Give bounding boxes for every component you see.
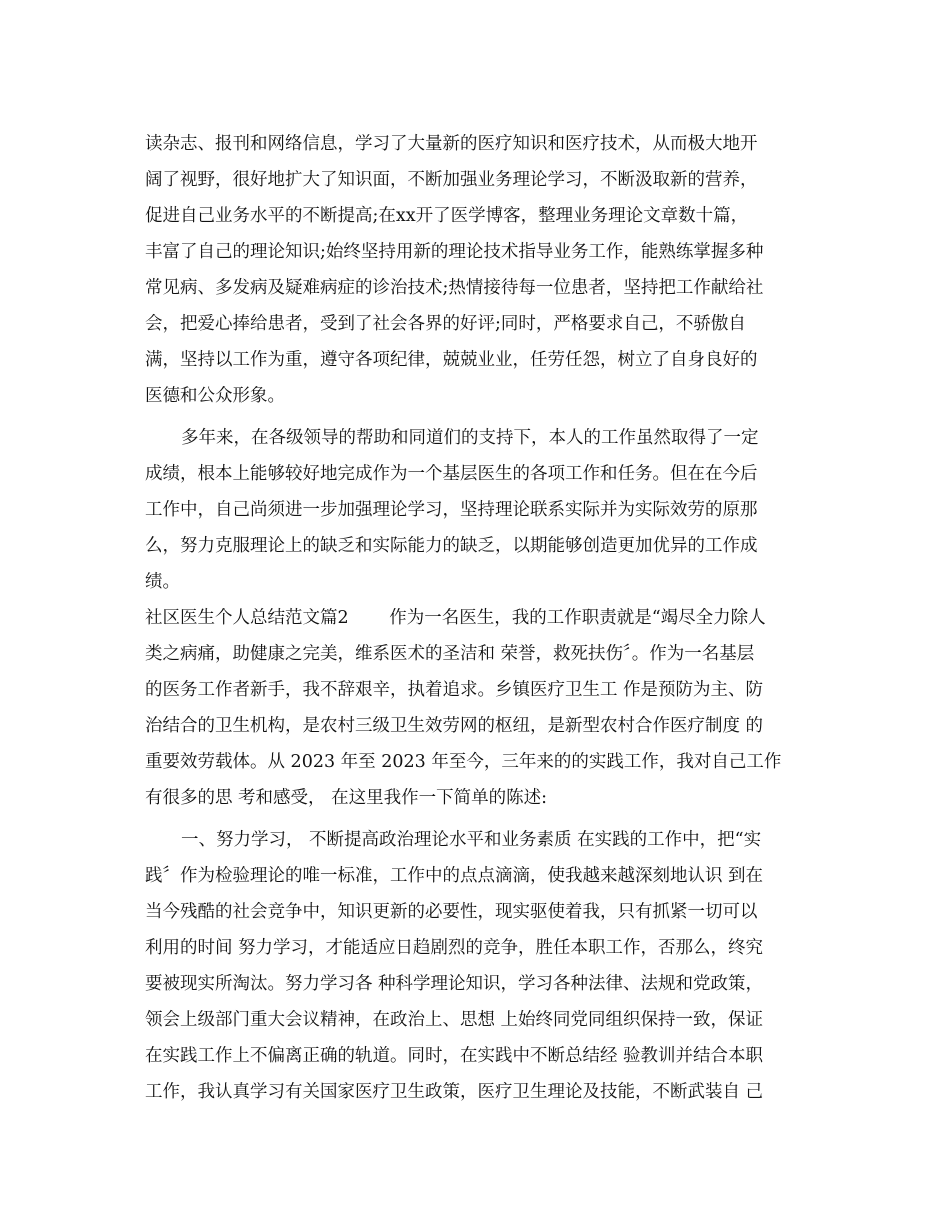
text-line: 常见病、多发病及疑难病症的诊治技术;热情接待每一位患者，坚持把工作献给社 xyxy=(145,278,764,298)
text-line: 成绩，根本上能够较好地完成作为一个基层医生的各项工作和任务。但在在今后 xyxy=(145,464,758,484)
text-line: 满，坚持以工作为重，遵守各项纪律，兢兢业业，任劳任怨，树立了自身良好的 xyxy=(145,350,758,370)
text-line: 工作中，自己尚须进一步加强理论学习，坚持理论联系实际并为实际效劳的原那 xyxy=(145,500,758,520)
text-line: 治结合的卫生机构，是农村三级卫生效劳网的枢纽，是新型农村合作医疗制度 的 xyxy=(145,716,764,736)
text-line: 有很多的思 考和感受， 在这里我作一下简单的陈述: xyxy=(145,788,548,808)
text-line: 丰富了自己的理论知识;始终坚持用新的理论技术指导业务工作，能熟练掌握多种 xyxy=(145,242,764,262)
text-line: 践〞作为检验理论的唯一标准，工作中的点点滴滴，使我越来越深刻地认识 到在 xyxy=(145,866,764,886)
article-heading-line: 社区医生个人总结范文篇2 作为一名医生，我的工作职责就是“竭尽全力除人 xyxy=(145,608,766,628)
text-line: 医德和公众形象。 xyxy=(145,386,285,406)
paragraph-section-one xyxy=(145,822,810,1110)
text-line: 类之病痛，助健康之完美，维系医术的圣洁和 荣誉，救死扶伤〞。作为一名基层 xyxy=(145,644,755,664)
text-line: 工作，我认真学习有关国家医疗卫生政策，医疗卫生理论及技能，不断武装自 己 xyxy=(145,1082,764,1102)
text-line: 读杂志、报刊和网络信息，学习了大量新的医疗知识和医疗技术，从而极大地开 xyxy=(145,134,758,154)
text-line: 会，把爱心捧给患者，受到了社会各界的好评;同时，严格要求自己，不骄傲自 xyxy=(145,314,746,334)
text-line: 当今残酷的社会竞争中，知识更新的必要性，现实驱使着我，只有抓紧一切可以 xyxy=(145,902,758,922)
text-line: 一、努力学习， 不断提高政治理论水平和业务素质 在实践的工作中，把“实 xyxy=(181,830,762,850)
text-line: 领会上级部门重大会议精神，在政治上、思想 上始终同党同组织保持一致，保证 xyxy=(145,1010,764,1030)
text-line: 重要效劳载体。从 2023 年至 2023 年至今，三年来的的实践工作，我对自己工作 xyxy=(145,752,782,772)
text-line: 在实践工作上不偏离正确的轨道。同时，在实践中不断总结经 验教训并结合本职 xyxy=(145,1046,764,1066)
text-line: 的医务工作者新手，我不辞艰辛，执着追求。乡镇医疗卫生工 作是预防为主、防 xyxy=(145,680,764,700)
paragraph-study-summary xyxy=(145,126,810,414)
text-line: 阔了视野，很好地扩大了知识面，不断加强业务理论学习，不断汲取新的营养， xyxy=(145,170,758,190)
text-line: 要被现实所淘汰。努力学习各 种科学理论知识，学习各种法律、法规和党政策， xyxy=(145,974,764,994)
document-body xyxy=(145,126,810,1110)
paragraph-conclusion xyxy=(145,420,810,600)
text-line: 促进自己业务水平的不断提高;在xx开了医学博客，整理业务理论文章数十篇， xyxy=(145,206,749,226)
paragraph-article-2 xyxy=(145,600,810,816)
text-line: 绩。 xyxy=(145,572,180,592)
text-line: 利用的时间 努力学习，才能适应日趋剧烈的竞争，胜任本职工作，否那么，终究 xyxy=(145,938,764,958)
text-line: 么，努力克服理论上的缺乏和实际能力的缺乏，以期能够创造更加优异的工作成 xyxy=(145,536,758,556)
text-line: 多年来，在各级领导的帮助和同道们的支持下，本人的工作虽然取得了一定 xyxy=(181,428,759,448)
